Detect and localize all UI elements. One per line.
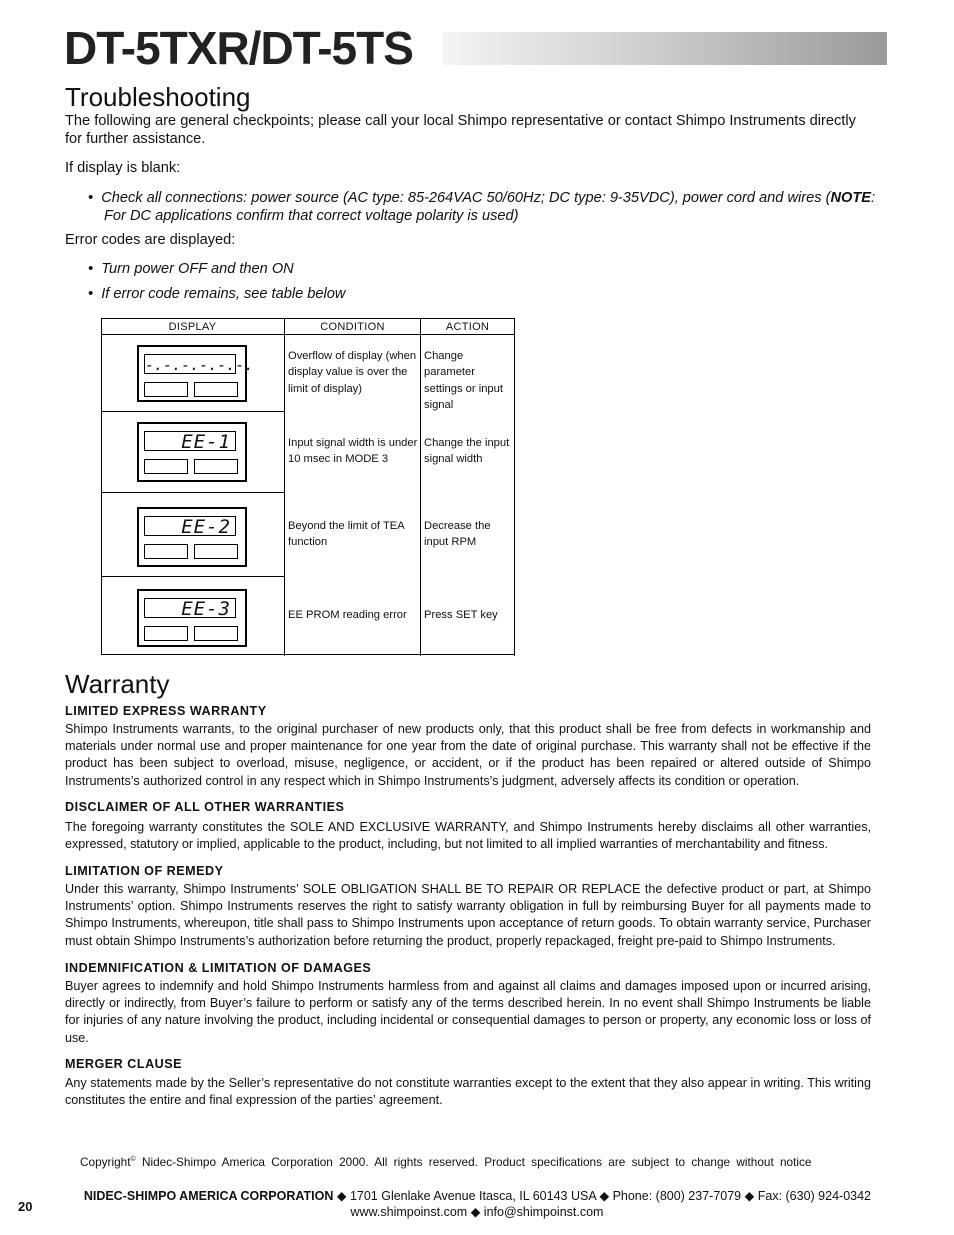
display-button-right [194,544,238,559]
display-button-right [194,626,238,641]
display-button-left [144,626,188,641]
warranty-section-title: LIMITED EXPRESS WARRANTY [65,704,267,718]
warranty-section-body: Buyer agrees to indemnify and hold Shimpo Instruments harmless from and against all claims and damages imposed upon or incurred arising, directly or indirectly, from Buyer’s failure to perform or satisfy any of the terms described herein. In no event shall Shimpo Instruments be liable for injuries of any nature involving the product, including incidental or consequential damages to person or property, any economic loss or loss of use. [65,979,871,1045]
header-action: ACTION [445,321,490,333]
web-contact-line: www.shimpoinst.com ◆ info@shimpoinst.com [350,1205,604,1219]
display-ee-1 [137,422,247,482]
display-button-left [144,382,188,397]
note-label: NOTE [830,190,871,206]
warranty-section-body: Shimpo Instruments warrants, to the original purchaser of new products only, that this product shall be free from defects in workmanship and materials under normal use and proper maintenance for one year from the date of original purchase. This warranty shall not be effective if the product has been subject to overload, misuse, negligence, or accident, or if the product has been repaired or altered outside of Shimpo Instruments’s authorized control in any respect which in Shimpo Instruments’s judgment, adversely affects its condition or operation. [65,722,871,788]
blank-display-bullet: • Check all connections: power source (AC type: 85-264VAC 50/60Hz; DC type: 9-35VDC), power cord and wires (NOTE: For DC applications confirm that correct voltage polarity is used) [88,190,876,224]
display-ee-2 [137,507,247,567]
warranty-section-body: Any statements made by the Seller’s representative do not constitute warranties except to the extent that they also appear in writing. This writing constitutes the entire and final expression of the parties’ agreement. [65,1076,871,1108]
display-button-left [144,459,188,474]
warranty-section-body: The foregoing warranty constitutes the SOLE AND EXCLUSIVE WARRANTY, and Shimpo Instruments hereby disclaims all other warranties, expressed, statutory or implied, applicable to the product, including, but not limited to all implied warranties of merchantability and fitness. [65,820,871,852]
display-button-right [194,459,238,474]
error-bullet-1: • Turn power OFF and then ON [88,261,294,277]
warranty-section-body: Under this warranty, Shimpo Instruments’ SOLE OBLIGATION SHALL BE TO REPAIR OR REPLACE the defective product or part, at Shimpo Instruments’ option. Shimpo Instruments reserves the right to satisfy warranty obligation in full by reimbursing Buyer for all payments made to Shimpo Instruments, whereupon, title shall pass to Shimpo Instruments upon acceptance of return goods. To obtain warranty service, Purchaser must obtain Shimpo Instruments’s authorization before returning the product, properly repackaged, freight pre-paid to Shimpo Instruments. [65,882,871,948]
display-button-right [194,382,238,397]
display-readout: EE-2 [144,516,236,536]
display-readout: -.-.-.-.-.-. [145,356,254,374]
action-cell: Decrease the input RPM [424,520,491,549]
warranty-section-title: INDEMNIFICATION & LIMITATION OF DAMAGES [65,961,372,975]
condition-cell: EE PROM reading error [288,609,407,621]
page-number: 20 [18,1199,33,1214]
company-fax: Fax: (630) 924-0342 [757,1189,871,1203]
email-link[interactable]: info@shimpoinst.com [483,1205,604,1219]
condition-cell: Input signal width is under 10 msec in MODE 3 [288,437,418,466]
model-title: DT-5TXR/DT-5TS [64,22,413,74]
display-button-left [144,544,188,559]
error-codes-label: Error codes are displayed: [65,232,236,248]
action-cell: Press SET key [424,609,498,621]
error-code-table [101,318,515,655]
warranty-section-title: MERGER CLAUSE [65,1057,183,1071]
display-readout: EE-1 [144,431,236,451]
display-overflow [137,345,254,402]
header-display: DISPLAY [168,321,217,333]
website-link[interactable]: www.shimpoinst.com [350,1205,468,1219]
warranty-heading: Warranty [65,669,170,699]
condition-cell: Overflow of display (when display value is over the limit of display) [288,350,417,395]
company-contact-line: NIDEC-SHIMPO AMERICA CORPORATION ◆ 1701 Glenlake Avenue Itasca, IL 60143 USA ◆ Phone: (800) 237-7079 ◆ Fax: (630) 924-0342 [83,1189,871,1203]
action-cell: Change the input signal width [424,437,510,466]
action-cell: Change parameter settings or input signal [424,350,503,411]
company-phone: Phone: (800) 237-7079 [612,1189,742,1203]
company-name: NIDEC-SHIMPO AMERICA CORPORATION [83,1189,334,1203]
warranty-section-title: LIMITATION OF REMEDY [65,864,224,878]
display-ee-3 [137,589,247,647]
header-condition: CONDITION [320,321,385,333]
display-readout: EE-3 [144,598,236,618]
company-address: 1701 Glenlake Avenue Itasca, IL 60143 USA [349,1189,596,1203]
copyright-notice: Copyright© Nidec-Shimpo America Corporation 2000. All rights reserved. Product specifications are subject to change without notice [80,1155,812,1169]
troubleshooting-heading: Troubleshooting [65,82,251,112]
blank-display-label: If display is blank: [65,160,181,176]
condition-cell: Beyond the limit of TEA function [288,520,405,549]
header-gradient-bar [443,32,887,65]
warranty-section-title: DISCLAIMER OF ALL OTHER WARRANTIES [65,800,345,814]
troubleshooting-intro: The following are general checkpoints; please call your local Shimpo representative or contact Shimpo Instruments directly for further assistance. [65,113,856,147]
error-bullet-2: • If error code remains, see table below [88,286,346,302]
